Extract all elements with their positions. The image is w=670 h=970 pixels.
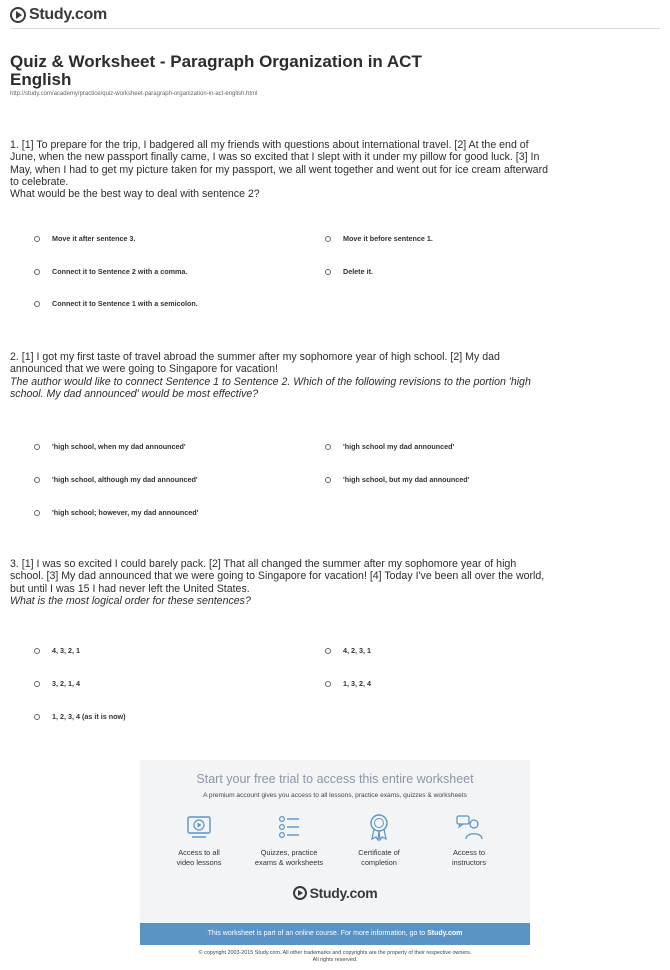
q3-option-c[interactable]: 3, 2, 1, 4 (34, 679, 80, 688)
question-3 (10, 558, 550, 607)
feature-3-line2: completion (361, 858, 397, 867)
question-1 (10, 139, 550, 200)
header-divider (10, 28, 660, 29)
course-info-text: This worksheet is part of an online course. For more information, go to (207, 930, 426, 937)
radio-button-icon[interactable] (34, 301, 40, 307)
feature-3-line1: Certificate of (358, 848, 400, 857)
feature-4-line1: Access to (452, 848, 486, 857)
play-circle-icon (293, 886, 307, 900)
question-1-prompt: What would be the best way to deal with sentence 2? (10, 188, 260, 201)
feature-certificate (334, 812, 424, 868)
q3-option-a[interactable]: 4, 3, 2, 1 (34, 646, 80, 655)
feature-instructors (424, 812, 514, 868)
video-lessons-icon (184, 812, 214, 842)
feature-video-lessons (154, 812, 244, 868)
question-1-passage: 1. [1] To prepare for the trip, I badgered all my friends with questions about international travel. [2] At the end of June, when the new passport finally came, I was so excited that I slept with it under my pillow for good luck. [3] In May, when I had to get my picture taken for my passport, we all went together and went out for ice cream afterward to celebrate. (10, 139, 548, 188)
q1-option-d[interactable]: Delete it. (325, 267, 373, 276)
q2-option-a[interactable]: 'high school, when my dad announced' (34, 442, 186, 451)
q1-option-b[interactable]: Move it before sentence 1. (325, 234, 433, 243)
radio-button-icon[interactable] (34, 236, 40, 242)
radio-button-icon[interactable] (34, 510, 40, 516)
q3-option-b[interactable]: 4, 2, 3, 1 (325, 646, 371, 655)
radio-button-icon[interactable] (325, 681, 331, 687)
question-3-prompt: What is the most logical order for these sentences? (10, 594, 251, 607)
logo-text: Study.com (29, 6, 107, 23)
page-title: Quiz & Worksheet - Paragraph Organization in ACT English (10, 52, 422, 89)
copyright-line-1: © copyright 2003-2015 Study.com. All other trademarks and copyrights are the property of their respective owners. (198, 950, 472, 956)
q2-option-b[interactable]: 'high school my dad announced' (325, 442, 454, 451)
question-2-prompt: The author would like to connect Sentence 1 to Sentence 2. Which of the following revisions to the portion 'high school. My dad announced' would be most effective? (10, 375, 531, 400)
radio-button-icon[interactable] (34, 477, 40, 483)
radio-button-icon[interactable] (34, 648, 40, 654)
premium-promo (140, 760, 530, 945)
radio-button-icon[interactable] (325, 444, 331, 450)
question-2-passage: 2. [1] I got my first taste of travel abroad the summer after my sophomore year of high school. [2] My dad announced that we were going to Singapore for vacation! (10, 351, 500, 376)
q1-option-a[interactable]: Move it after sentence 3. (34, 234, 136, 243)
question-2 (10, 351, 550, 400)
feature-1-line1: Access to all (178, 848, 220, 857)
radio-button-icon[interactable] (325, 477, 331, 483)
feature-2-line1: Quizzes, practice (260, 848, 318, 857)
q2-option-e[interactable]: 'high school; however, my dad announced' (34, 508, 198, 517)
radio-button-icon[interactable] (325, 269, 331, 275)
promo-headline[interactable]: Start your free trial to access this entire worksheet (196, 772, 474, 786)
copyright-notice (0, 950, 670, 964)
radio-button-icon[interactable] (325, 236, 331, 242)
instructors-icon (454, 812, 484, 842)
q3-option-d[interactable]: 1, 3, 2, 4 (325, 679, 371, 688)
q2-option-c[interactable]: 'high school, although my dad announced' (34, 475, 198, 484)
q1-option-c[interactable]: Connect it to Sentence 2 with a comma. (34, 267, 187, 276)
radio-button-icon[interactable] (34, 444, 40, 450)
play-circle-icon (10, 7, 26, 23)
promo-study-logo[interactable] (140, 885, 530, 901)
q3-option-e[interactable]: 1, 2, 3, 4 (as it is now) (34, 712, 126, 721)
q2-option-d[interactable]: 'high school, but my dad announced' (325, 475, 469, 484)
feature-2-line2: exams & worksheets (254, 858, 324, 867)
course-info-bar (140, 923, 530, 945)
page-url: http://study.com/academy/practice/quiz-worksheet-paragraph-organization-in-act-english.html (10, 91, 258, 97)
study-logo[interactable] (10, 6, 107, 24)
copyright-line-2: All rights reserved. (312, 957, 358, 963)
promo-subline: A premium account gives you access to all lessons, practice exams, quizzes & worksheets (203, 792, 467, 799)
feature-1-line2: video lessons (176, 858, 222, 867)
radio-button-icon[interactable] (325, 648, 331, 654)
q1-option-e[interactable]: Connect it to Sentence 1 with a semicolon. (34, 299, 198, 308)
promo-logo-text: Study.com (309, 885, 378, 901)
feature-quizzes (244, 812, 334, 868)
certificate-icon (364, 812, 394, 842)
radio-button-icon[interactable] (34, 681, 40, 687)
study-link[interactable]: Study.com (427, 930, 463, 937)
quizzes-list-icon (274, 812, 304, 842)
radio-button-icon[interactable] (34, 714, 40, 720)
question-3-passage: 3. [1] I was so excited I could barely pack. [2] That all changed the summer after my sophomore year of high school. [3] My dad announced that we were going to Singapore for vacation! [4] Today I've been all over the world, but until I was 15 I had never left the United States. (10, 558, 545, 595)
feature-4-line2: instructors (451, 858, 487, 867)
radio-button-icon[interactable] (34, 269, 40, 275)
